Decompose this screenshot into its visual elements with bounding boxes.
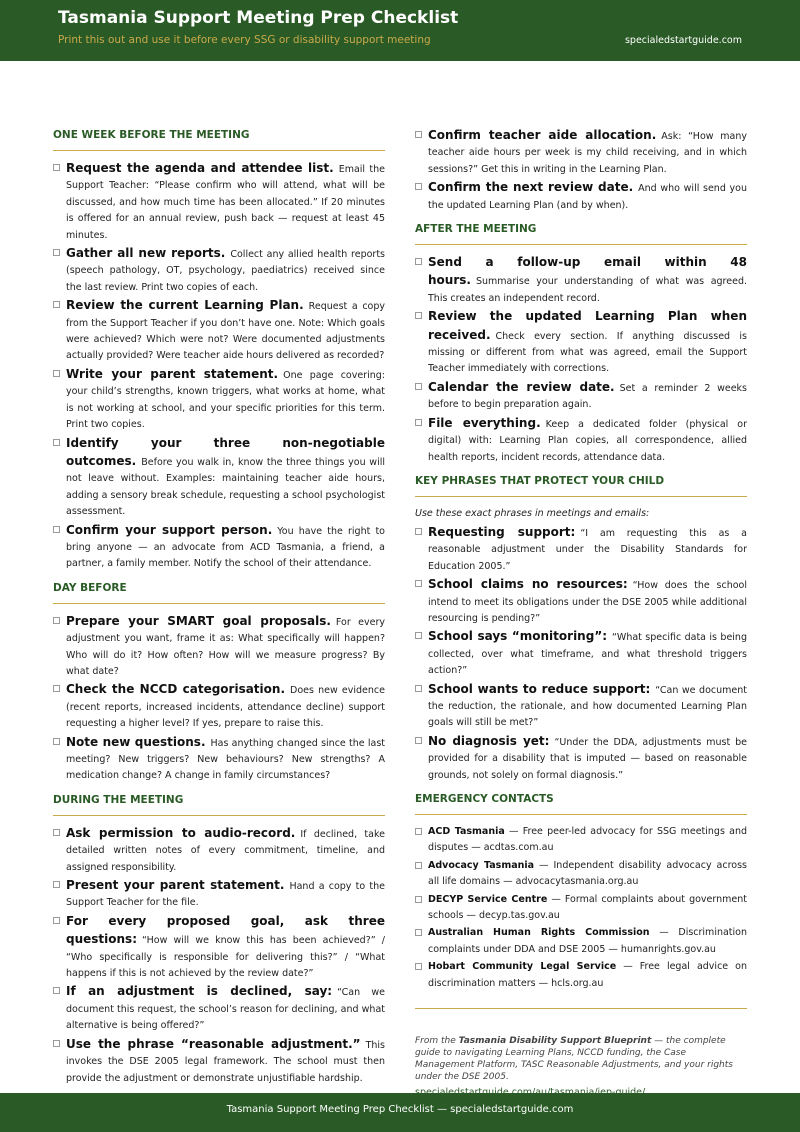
checklist-item bbox=[415, 415, 747, 466]
checkbox-icon[interactable] bbox=[53, 987, 60, 994]
checklist-during-cont bbox=[415, 127, 747, 214]
checkbox-icon[interactable] bbox=[415, 862, 422, 869]
checkbox-icon[interactable] bbox=[415, 183, 422, 190]
contact-item bbox=[415, 824, 747, 857]
item-text: Set a reminder 2 weeks before to begin preparation again. bbox=[428, 382, 747, 411]
checkbox-icon[interactable] bbox=[415, 685, 422, 692]
checkbox-icon[interactable] bbox=[415, 580, 422, 587]
closing-book-title: Tasmania Disability Support Blueprint bbox=[458, 1036, 652, 1047]
contact-details: — Independent disability advocacy across all life domains — advocacytasmania.org.au bbox=[428, 859, 747, 888]
item-text: Summarise your understanding of what was agreed. This creates an independent record. bbox=[428, 276, 747, 304]
section-heading-week: ONE WEEK BEFORE THE MEETING bbox=[53, 127, 385, 151]
checklist-item bbox=[415, 379, 747, 414]
checkbox-icon[interactable] bbox=[53, 917, 60, 924]
checklist-during bbox=[53, 825, 385, 1087]
page-title: Tasmania Support Meeting Prep Checklist bbox=[58, 8, 459, 28]
checklist-item bbox=[53, 366, 385, 434]
section-heading-during: DURING THE MEETING bbox=[53, 792, 385, 816]
contact-item bbox=[415, 892, 747, 925]
checklist-item bbox=[53, 435, 385, 521]
checkbox-icon[interactable] bbox=[53, 1040, 60, 1047]
contact-item bbox=[415, 858, 747, 891]
checkbox-icon[interactable] bbox=[53, 829, 60, 836]
checklist-phrases bbox=[415, 524, 747, 784]
checkbox-icon[interactable] bbox=[53, 439, 60, 446]
contact-name: Hobart Community Legal Service bbox=[428, 961, 617, 973]
item-text: “How does the school intend to meet its obligations under the DSE 2005 while additional resourcing is pending?” bbox=[428, 580, 747, 624]
checklist-item bbox=[415, 576, 747, 627]
item-text: Request a copy from the Support Teacher if you don’t have one. Note: Which goals were achieved? Which were not? Were documented adjustments actually provided? Were teacher aide hours delivered as recorded? bbox=[66, 301, 386, 362]
item-text: You have the right to bring anyone — an advocate from ACD Tasmania, a friend, a partner, a family member. Notify the school of their attendance. bbox=[66, 525, 385, 570]
checklist-item bbox=[415, 308, 747, 378]
right-column bbox=[415, 127, 747, 1101]
phrases-intro: Use these exact phrases in meetings and emails: bbox=[415, 507, 650, 519]
contact-name: ACD Tasmania bbox=[428, 826, 505, 837]
checklist-item bbox=[415, 681, 747, 732]
checkbox-icon[interactable] bbox=[415, 896, 422, 903]
item-text: Keep a dedicated folder (physical or digital) with: Learning Plan copies, all correspondence, allied health reports, incident records, attendance data. bbox=[428, 418, 747, 463]
checklist-day-before bbox=[53, 613, 385, 785]
checkbox-icon[interactable] bbox=[53, 249, 60, 256]
item-lead: Use the phrase “reasonable adjustment.” bbox=[66, 1036, 361, 1051]
checklist-item bbox=[415, 127, 747, 178]
contact-item bbox=[415, 959, 747, 992]
item-lead: No diagnosis yet: bbox=[428, 733, 550, 748]
checkbox-icon[interactable] bbox=[415, 632, 422, 639]
checkbox-icon[interactable] bbox=[415, 419, 422, 426]
checkbox-icon[interactable] bbox=[415, 929, 422, 936]
checklist-item bbox=[53, 160, 385, 244]
checklist-item bbox=[415, 524, 747, 575]
header-site: specialedstartguide.com bbox=[624, 35, 742, 46]
checklist-week bbox=[53, 160, 385, 573]
item-lead: Confirm the next review date. bbox=[428, 180, 634, 195]
item-lead: Request the agenda and attendee list. bbox=[66, 161, 334, 175]
item-lead: If an adjustment is declined, say: bbox=[66, 984, 333, 999]
checklist-item bbox=[53, 522, 385, 573]
checklist-contacts bbox=[415, 824, 747, 992]
checklist-item bbox=[53, 245, 385, 296]
item-lead: Write your parent statement. bbox=[66, 366, 279, 381]
item-lead: Present your parent statement. bbox=[66, 878, 285, 893]
checklist-item bbox=[53, 613, 385, 681]
checklist-item bbox=[53, 681, 385, 732]
item-text: “Can we document this request, the school’s reason for declining, and what alternative is being offered?” bbox=[66, 987, 385, 1032]
item-lead: Gather all new reports. bbox=[66, 246, 226, 261]
item-lead: Calendar the review date. bbox=[428, 379, 615, 394]
checklist-item bbox=[415, 628, 747, 679]
checkbox-icon[interactable] bbox=[53, 881, 60, 888]
item-text: If declined, take detailed written notes of every commitment, timeline, and assigned responsibility. bbox=[66, 828, 385, 873]
item-lead: Identify your three non-negotiable outcomes. bbox=[66, 435, 385, 468]
item-text: Email the Support Teacher: “Please confirm who will attend, what will be discussed, and how much time has been allocated.” If 20 minutes is offered for an annual review, push back — request at least 45 minutes. bbox=[66, 164, 386, 241]
item-lead: Note new questions. bbox=[66, 734, 206, 749]
item-lead: Prepare your SMART goal proposals. bbox=[66, 613, 331, 628]
left-column bbox=[53, 127, 385, 1088]
closing-note bbox=[415, 1035, 747, 1083]
checklist-item bbox=[53, 734, 385, 785]
closing-post: — the complete guide to navigating Learning Plans, NCCD funding, the Case Management Platform, TASC Reasonable Adjustments, and your rights under the DSE 2005. bbox=[415, 1036, 733, 1083]
closing-divider bbox=[415, 1008, 747, 1009]
checkbox-icon[interactable] bbox=[53, 301, 60, 308]
contact-details: — Free peer-led advocacy for SSG meetings and disputes — acdtas.com.au bbox=[428, 826, 747, 854]
item-text: Check every section. If anything discussed is missing or different from what was agreed, email the Support Teacher immediately with corrections. bbox=[428, 330, 747, 375]
item-text: For every adjustment you want, frame it as: What specifically will happen? Who will do it? How often? How will we measure progress? By what date? bbox=[66, 616, 385, 677]
item-lead: Review the current Learning Plan. bbox=[66, 298, 304, 313]
contact-details: — Free legal advice on discrimination matters — hcls.org.au bbox=[428, 961, 748, 989]
checkbox-icon[interactable] bbox=[415, 828, 422, 835]
section-heading-day-before: DAY BEFORE bbox=[53, 580, 385, 604]
checkbox-icon[interactable] bbox=[415, 963, 422, 970]
checklist-after bbox=[415, 254, 747, 466]
item-text: “Under the DDA, adjustments must be provided for a disability that is imputed — based on reasonable grounds, not solely on formal diagnosis.” bbox=[428, 736, 747, 781]
item-lead: File everything. bbox=[428, 415, 541, 430]
checklist-item bbox=[415, 179, 747, 214]
page-header bbox=[0, 0, 800, 61]
item-text: One page covering: your child’s strengths, known triggers, what works at home, what is not working at school, and your specific priorities for this term. Print two copies. bbox=[66, 369, 385, 431]
checkbox-icon[interactable] bbox=[415, 131, 422, 138]
item-text: “What specific data is being collected, over what timeframe, and what threshold triggers action?” bbox=[428, 632, 747, 677]
checkbox-icon[interactable] bbox=[415, 258, 422, 265]
checkbox-icon[interactable] bbox=[53, 685, 60, 692]
item-lead: School wants to reduce support: bbox=[428, 681, 651, 696]
contact-name: Australian Human Rights Commission bbox=[428, 927, 650, 939]
item-lead: Requesting support: bbox=[428, 524, 576, 539]
checklist-item bbox=[53, 913, 385, 983]
checkbox-icon[interactable] bbox=[53, 164, 60, 171]
closing-pre: From the bbox=[415, 1036, 459, 1047]
item-text: This invokes the DSE 2005 legal framework. The school must then provide the adjustment or demonstrate unjustifiable hardship. bbox=[66, 1039, 385, 1084]
section-heading-phrases: KEY PHRASES THAT PROTECT YOUR CHILD bbox=[415, 473, 747, 497]
checkbox-icon[interactable] bbox=[53, 370, 60, 377]
checkbox-icon[interactable] bbox=[415, 383, 422, 390]
contact-name: Advocacy Tasmania bbox=[428, 859, 535, 871]
item-lead: Send a follow-up email within 48 hours. bbox=[428, 255, 747, 288]
item-text: Hand a copy to the Support Teacher for the file. bbox=[66, 881, 386, 909]
item-text: “I am requesting this as a reasonable adjustment under the Disability Standards for Education 2005.” bbox=[428, 527, 747, 572]
contact-item bbox=[415, 925, 747, 958]
checklist-item bbox=[53, 877, 385, 912]
contact-details: — Formal complaints about government schools — decyp.tas.gov.au bbox=[428, 893, 747, 922]
checkbox-icon[interactable] bbox=[53, 738, 60, 745]
item-text: “Can we document the reduction, the rationale, and how documented Learning Plan goals will still be met?” bbox=[428, 684, 747, 729]
item-lead: Check the NCCD categorisation. bbox=[66, 682, 286, 697]
item-lead: Ask permission to audio-record. bbox=[66, 825, 296, 840]
checklist-item bbox=[53, 1036, 385, 1087]
checkbox-icon[interactable] bbox=[415, 528, 422, 535]
contact-details: — Discrimination complaints under DDA and DSE 2005 — humanrights.gov.au bbox=[428, 927, 747, 955]
checklist-item bbox=[53, 297, 385, 365]
section-heading-after: AFTER THE MEETING bbox=[415, 221, 747, 245]
contact-name: DECYP Service Centre bbox=[428, 893, 548, 905]
checklist-item bbox=[415, 254, 747, 307]
section-heading-contacts: EMERGENCY CONTACTS bbox=[415, 791, 747, 815]
checkbox-icon[interactable] bbox=[53, 526, 60, 533]
item-lead: Confirm teacher aide allocation. bbox=[428, 128, 657, 142]
item-text: And who will send you the updated Learning Plan (and by when). bbox=[428, 183, 747, 211]
item-text: Collect any allied health reports (speech pathology, OT, psychology, paediatrics) received since the last review. Print two copies of each. bbox=[66, 249, 386, 293]
checklist-item bbox=[53, 825, 385, 876]
checkbox-icon[interactable] bbox=[415, 737, 422, 744]
item-lead: School says “monitoring”: bbox=[428, 629, 607, 644]
item-text: Before you walk in, know the three things you will not leave without. Examples: maintaining teacher aide hours, adding a sensory break schedule, requesting a school psychologist assessment. bbox=[66, 456, 385, 518]
item-text: Has anything changed since the last meeting? New triggers? New behaviours? New strengths? A medication change? A change in family circumstances? bbox=[66, 737, 385, 782]
item-lead: Review the updated Learning Plan when received. bbox=[428, 309, 747, 342]
item-lead: Confirm your support person. bbox=[66, 522, 273, 537]
checkbox-icon[interactable] bbox=[53, 617, 60, 624]
item-lead: School claims no resources: bbox=[428, 577, 628, 592]
page-footer: Tasmania Support Meeting Prep Checklist — specialedstartguide.com bbox=[0, 1093, 800, 1132]
item-text: Does new evidence (recent reports, increased incidents, attendance decline) support requesting a higher level? If yes, prepare to raise this. bbox=[66, 685, 385, 730]
checkbox-icon[interactable] bbox=[415, 312, 422, 319]
item-lead: For every proposed goal, ask three questions: bbox=[66, 913, 385, 947]
checklist-item bbox=[53, 983, 385, 1034]
page-subtitle: Print this out and use it before every SSG or disability support meeting bbox=[58, 34, 431, 46]
item-text: “How will we know this has been achieved?” / “Who specifically is responsible for delivering this?” / “What happens if this is not achieved by the review date?” bbox=[66, 935, 385, 980]
checklist-item bbox=[415, 733, 747, 784]
item-text: Ask: “How many teacher aide hours per week is my child receiving, and in which sessions?” Get this in writing in the Learning Plan. bbox=[428, 131, 748, 175]
